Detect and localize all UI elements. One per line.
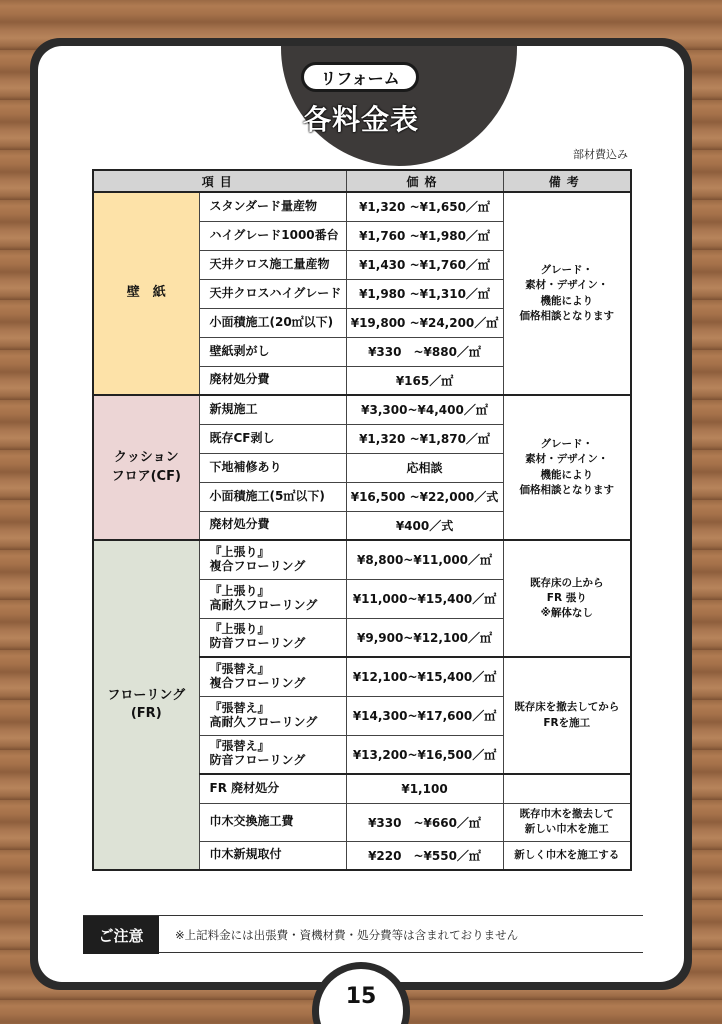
item-cell: 廃材処分費: [199, 366, 346, 395]
item-cell: スタンダード量産物: [199, 192, 346, 221]
item-cell: FR 廃材処分: [199, 774, 346, 803]
header-item: 項目: [93, 170, 346, 192]
note-line: 価格相談となります: [519, 309, 615, 322]
page-number: 15: [345, 984, 377, 1009]
price-cell: ¥165／㎡: [346, 366, 503, 395]
note-line: ※解体なし: [540, 607, 593, 620]
item-cell: 廃材処分費: [199, 511, 346, 540]
item-cell: 壁紙剥がし: [199, 337, 346, 366]
price-cell: 応相談: [346, 453, 503, 482]
note-line: 素材・デザイン・: [525, 453, 609, 466]
price-cell: ¥11,000~¥15,400／㎡: [346, 579, 503, 618]
item-line: 『上張り』: [209, 583, 270, 598]
price-table: [92, 169, 632, 871]
price-cell: ¥330 ~¥880／㎡: [346, 337, 503, 366]
item-line: 防音フローリング: [209, 636, 306, 651]
category-line: フローリング: [107, 687, 186, 703]
price-cell: ¥3,300~¥4,400／㎡: [346, 395, 503, 424]
item-cell: 新規施工: [199, 395, 346, 424]
tax-note: 部材費込み: [573, 148, 628, 161]
price-cell: ¥400／式: [346, 511, 503, 540]
note-line: 価格相談となります: [519, 483, 615, 496]
note-baseboard-new: 新しく巾木を施工する: [503, 841, 631, 870]
note-line: グレード・: [540, 438, 594, 451]
category-line: (FR): [130, 706, 162, 721]
note-line: グレード・: [540, 264, 594, 277]
note-line: FR 張り: [546, 591, 587, 604]
price-cell: ¥1,760 ~¥1,980／㎡: [346, 221, 503, 250]
note-overlay: [503, 540, 631, 657]
price-cell: ¥13,200~¥16,500／㎡: [346, 735, 503, 774]
item-line: 『上張り』: [209, 544, 270, 559]
item-line: 複合フローリング: [209, 675, 306, 690]
caution-bar: [83, 915, 643, 953]
item-line: 『張替え』: [209, 661, 270, 676]
caution-label: ご注意: [83, 916, 159, 954]
note-line: 新しい巾木を施工: [524, 823, 609, 835]
item-cell: 小面積施工(5㎡以下): [199, 482, 346, 511]
item-cell: [199, 579, 346, 618]
item-line: 『張替え』: [209, 700, 270, 715]
header-pill: リフォーム: [301, 62, 419, 92]
item-cell: [199, 696, 346, 735]
item-cell: 天井クロス施工量産物: [199, 250, 346, 279]
price-cell: ¥1,430 ~¥1,760／㎡: [346, 250, 503, 279]
note-baseboard-exchange: [503, 803, 631, 841]
category-flooring: [93, 540, 199, 870]
price-cell: ¥9,900~¥12,100／㎡: [346, 618, 503, 657]
item-cell: [199, 735, 346, 774]
note-line: FRを施工: [543, 716, 591, 729]
item-line: 高耐久フローリング: [209, 597, 318, 612]
header-price: 価格: [346, 170, 503, 192]
price-cell: ¥1,100: [346, 774, 503, 803]
table-header-row: [93, 170, 631, 192]
note-line: 素材・デザイン・: [525, 279, 609, 292]
category-cushion-floor: [93, 395, 199, 540]
note-line: 機能により: [540, 468, 594, 481]
item-cell: 巾木新規取付: [199, 841, 346, 870]
item-cell: [199, 540, 346, 579]
item-line: 『上張り』: [209, 622, 270, 637]
note-line: 機能により: [540, 294, 594, 307]
price-cell: ¥8,800~¥11,000／㎡: [346, 540, 503, 579]
item-line: 『張替え』: [209, 739, 270, 754]
price-cell: ¥1,980 ~¥1,310／㎡: [346, 279, 503, 308]
item-cell: 天井クロスハイグレード: [199, 279, 346, 308]
price-cell: ¥1,320 ~¥1,650／㎡: [346, 192, 503, 221]
item-cell: ハイグレード1000番台: [199, 221, 346, 250]
category-line: クッション: [113, 450, 179, 466]
note-wallpaper: [503, 192, 631, 395]
price-cell: ¥14,300~¥17,600／㎡: [346, 696, 503, 735]
item-cell: [199, 618, 346, 657]
category-wallpaper: 壁 紙: [93, 192, 199, 395]
item-cell: 下地補修あり: [199, 453, 346, 482]
caution-text: ※上記料金には出張費・資機材費・処分費等は含まれておりません: [175, 928, 519, 942]
price-cell: ¥1,320 ~¥1,870／㎡: [346, 424, 503, 453]
price-cell: ¥16,500 ~¥22,000／式: [346, 482, 503, 511]
item-cell: [199, 657, 346, 696]
item-line: 高耐久フローリング: [209, 714, 318, 729]
note-cushion-floor: [503, 395, 631, 540]
item-cell: 既存CF剥し: [199, 424, 346, 453]
note-empty: [503, 774, 631, 803]
page-title: 各料金表: [302, 103, 419, 136]
price-cell: ¥19,800 ~¥24,200／㎡: [346, 308, 503, 337]
note-line: 既存巾木を撤去して: [519, 807, 615, 820]
table-row: [93, 395, 631, 424]
note-line: 既存床を撤去してから: [514, 701, 620, 714]
item-cell: 巾木交換施工費: [199, 803, 346, 841]
price-cell: ¥12,100~¥15,400／㎡: [346, 657, 503, 696]
note-replace: [503, 657, 631, 774]
table-row: [93, 540, 631, 579]
table-row: [93, 192, 631, 221]
item-cell: 小面積施工(20㎡以下): [199, 308, 346, 337]
item-line: 防音フローリング: [209, 753, 306, 768]
price-cell: ¥220 ~¥550／㎡: [346, 841, 503, 870]
price-cell: ¥330 ~¥660／㎡: [346, 803, 503, 841]
item-line: 複合フローリング: [209, 558, 306, 573]
note-line: 既存床の上から: [530, 576, 604, 589]
header-note: 備考: [503, 170, 631, 192]
category-line: フロア(CF): [111, 468, 181, 484]
